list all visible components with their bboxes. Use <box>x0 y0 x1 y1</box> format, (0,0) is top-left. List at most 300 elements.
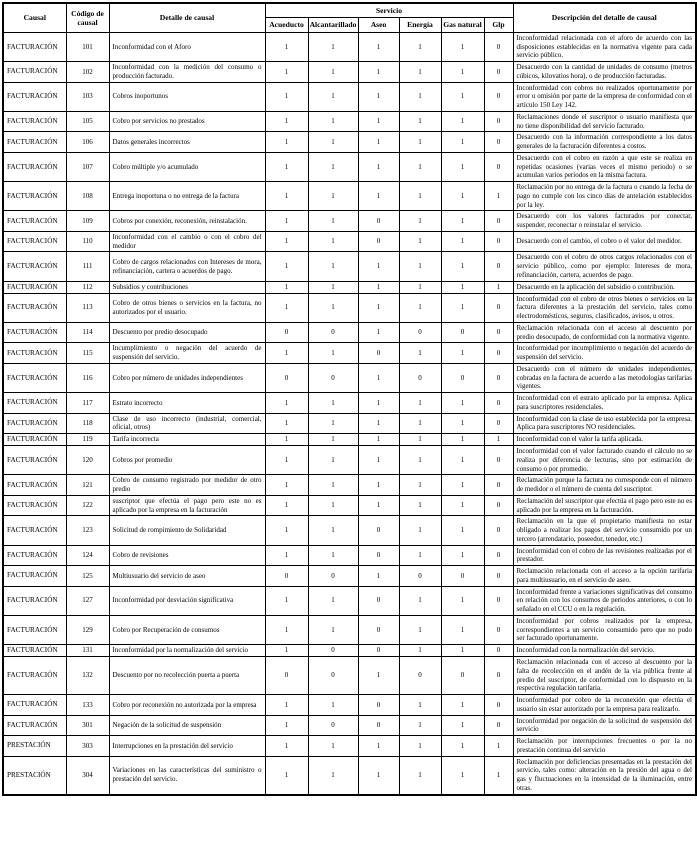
header-row-top <box>3 3 696 18</box>
servicio-value-cell: 1 <box>308 545 358 566</box>
servicio-value-cell: 0 <box>358 615 399 644</box>
causal-cell: FACTURACIÓN <box>3 211 66 232</box>
servicio-value-cell: 1 <box>399 715 441 736</box>
header-servicio: Servicio <box>265 3 513 18</box>
causal-cell: FACTURACIÓN <box>3 566 66 587</box>
header-glp: Glp <box>484 18 513 32</box>
servicio-value-cell: 0 <box>484 62 513 83</box>
servicio-value-cell: 1 <box>484 736 513 757</box>
codigo-cell: 105 <box>66 111 109 132</box>
causal-cell: FACTURACIÓN <box>3 363 66 392</box>
servicio-value-cell: 0 <box>265 322 308 343</box>
detalle-cell: Inconformidad con el cambio o con el cobro del medidor <box>109 231 265 252</box>
header-detalle: Detalle de causal <box>109 3 265 32</box>
servicio-value-cell: 1 <box>399 182 441 211</box>
table-row <box>3 566 696 587</box>
servicio-value-cell: 1 <box>265 413 308 434</box>
causal-cell: FACTURACIÓN <box>3 715 66 736</box>
servicio-value-cell: 1 <box>399 495 441 516</box>
servicio-value-cell: 1 <box>399 516 441 545</box>
detalle-cell: Incumplimiento o negación del acuerdo de suspensión del servicio. <box>109 343 265 364</box>
servicio-value-cell: 0 <box>484 645 513 657</box>
servicio-value-cell: 0 <box>441 566 484 587</box>
table-row <box>3 657 696 695</box>
servicio-value-cell: 0 <box>484 211 513 232</box>
descripcion-cell: Inconformidad con el cobro de otros bienes o servicios en la factura diferentes a la prestación del servicio, tales como electrodomésticos, seguros, clasificados, avisos, u otros. <box>513 293 696 322</box>
servicio-value-cell: 1 <box>399 111 441 132</box>
descripcion-cell: Desacuerdo con el cobro de otros cargos relacionados con el servicio público, como por ejemplo: Intereses de mora, refinanciación, cartera, acuerdos de pago. <box>513 252 696 281</box>
servicio-value-cell: 0 <box>441 363 484 392</box>
servicio-value-cell: 1 <box>484 434 513 446</box>
servicio-value-cell: 1 <box>265 736 308 757</box>
servicio-value-cell: 1 <box>441 434 484 446</box>
servicio-value-cell: 1 <box>265 516 308 545</box>
detalle-cell: Cobros por promedio <box>109 446 265 475</box>
servicio-value-cell: 1 <box>265 281 308 293</box>
servicio-value-cell: 1 <box>441 495 484 516</box>
servicio-value-cell: 0 <box>308 645 358 657</box>
servicio-value-cell: 1 <box>399 211 441 232</box>
descripcion-cell: Inconformidad frente a variaciones significativas del consumo en relación con los consumos de periodos anteriores, o con lo señalado en el CCU o en la regulación. <box>513 586 696 615</box>
codigo-cell: 114 <box>66 322 109 343</box>
codigo-cell: 120 <box>66 446 109 475</box>
servicio-value-cell: 1 <box>358 82 399 111</box>
causal-cell: PRESTACIÓN <box>3 756 66 795</box>
causal-cell: PRESTACIÓN <box>3 736 66 757</box>
servicio-value-cell: 1 <box>308 434 358 446</box>
servicio-value-cell: 1 <box>265 715 308 736</box>
servicio-value-cell: 1 <box>265 343 308 364</box>
causal-cell: FACTURACIÓN <box>3 413 66 434</box>
table-row <box>3 434 696 446</box>
servicio-value-cell: 1 <box>265 393 308 414</box>
servicio-value-cell: 1 <box>441 132 484 153</box>
servicio-value-cell: 1 <box>265 545 308 566</box>
codigo-cell: 122 <box>66 495 109 516</box>
servicio-value-cell: 0 <box>484 657 513 695</box>
codigo-cell: 108 <box>66 182 109 211</box>
causal-cell: FACTURACIÓN <box>3 657 66 695</box>
servicio-value-cell: 1 <box>358 62 399 83</box>
table-row <box>3 82 696 111</box>
servicio-value-cell: 0 <box>308 322 358 343</box>
servicio-value-cell: 0 <box>308 363 358 392</box>
servicio-value-cell: 1 <box>308 182 358 211</box>
servicio-value-cell: 0 <box>484 475 513 496</box>
table-row <box>3 252 696 281</box>
servicio-value-cell: 0 <box>484 152 513 181</box>
servicio-value-cell: 0 <box>484 446 513 475</box>
table-row <box>3 446 696 475</box>
servicio-value-cell: 1 <box>358 182 399 211</box>
detalle-cell: Solicitud de rompimiento de Solidaridad <box>109 516 265 545</box>
servicio-value-cell: 1 <box>399 62 441 83</box>
table-row <box>3 281 696 293</box>
servicio-value-cell: 0 <box>484 695 513 716</box>
table-row <box>3 475 696 496</box>
codigo-cell: 132 <box>66 657 109 695</box>
table-row <box>3 211 696 232</box>
servicio-value-cell: 0 <box>399 566 441 587</box>
servicio-value-cell: 1 <box>399 586 441 615</box>
descripcion-cell: Inconformidad por incumplimiento o negación del acuerdo de suspensión del servicio. <box>513 343 696 364</box>
servicio-value-cell: 0 <box>265 566 308 587</box>
servicio-value-cell: 0 <box>484 586 513 615</box>
codigo-cell: 107 <box>66 152 109 181</box>
codigo-cell: 106 <box>66 132 109 153</box>
servicio-value-cell: 1 <box>399 756 441 795</box>
descripcion-cell: Reclamación porque la factura no corresponde con el número de medidor o el número de cuenta del suscriptor. <box>513 475 696 496</box>
servicio-value-cell: 0 <box>484 252 513 281</box>
detalle-cell: Cobro de otros bienes o servicios en la factura, no autorizados por el usuario. <box>109 293 265 322</box>
descripcion-cell: Inconformidad por cobro de la reconexión que efectúa el usuario sin estar autorizado por la empresa para realizarlo. <box>513 695 696 716</box>
servicio-value-cell: 0 <box>441 322 484 343</box>
servicio-value-cell: 1 <box>441 182 484 211</box>
header-aseo: Aseo <box>358 18 399 32</box>
servicio-value-cell: 0 <box>358 231 399 252</box>
descripcion-cell: Inconformidad por cobros realizados por la empresa, correspondientes a un servicio consumido pero que no pudo ser facturado oportunamente. <box>513 615 696 644</box>
detalle-cell: Multiusuario del servicio de aseo <box>109 566 265 587</box>
servicio-value-cell: 1 <box>399 736 441 757</box>
servicio-value-cell: 1 <box>265 645 308 657</box>
servicio-value-cell: 1 <box>441 756 484 795</box>
table-row <box>3 413 696 434</box>
servicio-value-cell: 1 <box>399 231 441 252</box>
causal-cell: FACTURACIÓN <box>3 446 66 475</box>
table-row <box>3 586 696 615</box>
servicio-value-cell: 1 <box>399 82 441 111</box>
servicio-value-cell: 1 <box>441 293 484 322</box>
servicio-value-cell: 1 <box>265 586 308 615</box>
servicio-value-cell: 1 <box>399 545 441 566</box>
detalle-cell: Datos generales incorrectos <box>109 132 265 153</box>
codigo-cell: 118 <box>66 413 109 434</box>
table-row <box>3 343 696 364</box>
table-header <box>3 3 696 32</box>
servicio-value-cell: 1 <box>308 736 358 757</box>
servicio-value-cell: 1 <box>358 736 399 757</box>
servicio-value-cell: 1 <box>441 393 484 414</box>
servicio-value-cell: 1 <box>358 475 399 496</box>
causal-cell: FACTURACIÓN <box>3 475 66 496</box>
descripcion-cell: Desacuerdo con la cantidad de unidades de consumo (metros cúbicos, kilovatios hora), o de producción facturadas. <box>513 62 696 83</box>
causal-cell: FACTURACIÓN <box>3 393 66 414</box>
servicio-value-cell: 1 <box>358 132 399 153</box>
servicio-value-cell: 0 <box>358 343 399 364</box>
servicio-value-cell: 1 <box>441 62 484 83</box>
descripcion-cell: Reclamación por deficiencias presentadas en la prestación del servicio, tales como: alteración en la presión del agua o del gas y fluctuaciones en la intensidad de la iluminación, entre otras. <box>513 756 696 795</box>
servicio-value-cell: 1 <box>358 495 399 516</box>
servicio-value-cell: 1 <box>399 434 441 446</box>
detalle-cell: Cobro múltiple y/o acumulado <box>109 152 265 181</box>
servicio-value-cell: 0 <box>358 586 399 615</box>
causal-cell: FACTURACIÓN <box>3 132 66 153</box>
servicio-value-cell: 0 <box>358 695 399 716</box>
causal-cell: FACTURACIÓN <box>3 82 66 111</box>
servicio-value-cell: 0 <box>399 322 441 343</box>
servicio-value-cell: 1 <box>308 231 358 252</box>
detalle-cell: Inconformidad con el Aforo <box>109 32 265 61</box>
causal-cell: FACTURACIÓN <box>3 545 66 566</box>
servicio-value-cell: 0 <box>484 231 513 252</box>
detalle-cell: Cobro de cargos relacionados con Intereses de mora, refinanciación, cartera o acuerdos de pago. <box>109 252 265 281</box>
servicio-value-cell: 1 <box>358 657 399 695</box>
servicio-value-cell: 0 <box>358 211 399 232</box>
servicio-value-cell: 0 <box>308 715 358 736</box>
servicio-value-cell: 1 <box>399 393 441 414</box>
servicio-value-cell: 0 <box>484 132 513 153</box>
servicio-value-cell: 0 <box>308 657 358 695</box>
servicio-value-cell: 1 <box>441 231 484 252</box>
codigo-cell: 112 <box>66 281 109 293</box>
servicio-value-cell: 1 <box>399 413 441 434</box>
causal-cell: FACTURACIÓN <box>3 322 66 343</box>
servicio-value-cell: 0 <box>484 615 513 644</box>
causal-cell: FACTURACIÓN <box>3 32 66 61</box>
servicio-value-cell: 1 <box>399 152 441 181</box>
causal-cell: FACTURACIÓN <box>3 586 66 615</box>
detalle-cell: Inconformidad por desviación significativa <box>109 586 265 615</box>
servicio-value-cell: 0 <box>484 715 513 736</box>
servicio-value-cell: 1 <box>308 211 358 232</box>
servicio-value-cell: 1 <box>399 252 441 281</box>
servicio-value-cell: 0 <box>484 322 513 343</box>
servicio-value-cell: 1 <box>441 615 484 644</box>
servicio-value-cell: 1 <box>441 211 484 232</box>
header-descripcion: Descripción del detalle de causal <box>513 3 696 32</box>
table-row <box>3 231 696 252</box>
servicio-value-cell: 0 <box>358 715 399 736</box>
servicio-value-cell: 1 <box>399 32 441 61</box>
descripcion-cell: Desacuerdo con el número de unidades independientes, cobradas en la factura de acuerdo a las metodologías tarifarias vigentes. <box>513 363 696 392</box>
servicio-value-cell: 1 <box>308 516 358 545</box>
servicio-value-cell: 1 <box>399 475 441 496</box>
servicio-value-cell: 1 <box>358 111 399 132</box>
servicio-value-cell: 0 <box>484 32 513 61</box>
descripcion-cell: Inconformidad por negación de la solicitud de suspensión del servicio <box>513 715 696 736</box>
descripcion-cell: Desacuerdo en la aplicación del subsidio o contribución. <box>513 281 696 293</box>
table-row <box>3 62 696 83</box>
servicio-value-cell: 1 <box>358 756 399 795</box>
servicio-value-cell: 1 <box>308 393 358 414</box>
codigo-cell: 127 <box>66 586 109 615</box>
descripcion-cell: Reclamación por no entrega de la factura o cuando la fecha de pago no cumple con los cinco días de antelación establecidos por la ley. <box>513 182 696 211</box>
servicio-value-cell: 1 <box>265 756 308 795</box>
causal-cell: FACTURACIÓN <box>3 62 66 83</box>
table-row <box>3 516 696 545</box>
servicio-value-cell: 1 <box>399 446 441 475</box>
codigo-cell: 110 <box>66 231 109 252</box>
detalle-cell: Negación de la solicitud de suspensión <box>109 715 265 736</box>
causal-cell: FACTURACIÓN <box>3 111 66 132</box>
servicio-value-cell: 1 <box>265 615 308 644</box>
servicio-value-cell: 1 <box>441 645 484 657</box>
servicio-value-cell: 0 <box>484 413 513 434</box>
servicio-value-cell: 1 <box>265 446 308 475</box>
codigo-cell: 303 <box>66 736 109 757</box>
servicio-value-cell: 0 <box>484 363 513 392</box>
servicio-value-cell: 1 <box>308 495 358 516</box>
servicio-value-cell: 1 <box>308 475 358 496</box>
servicio-value-cell: 0 <box>265 657 308 695</box>
table-row <box>3 645 696 657</box>
codigo-cell: 125 <box>66 566 109 587</box>
servicio-value-cell: 1 <box>308 615 358 644</box>
causal-cell: FACTURACIÓN <box>3 615 66 644</box>
codigo-cell: 115 <box>66 343 109 364</box>
servicio-value-cell: 1 <box>441 736 484 757</box>
servicio-value-cell: 1 <box>265 211 308 232</box>
table-row <box>3 363 696 392</box>
servicio-value-cell: 1 <box>265 231 308 252</box>
table-row <box>3 756 696 795</box>
servicio-value-cell: 1 <box>358 252 399 281</box>
servicio-value-cell: 1 <box>265 111 308 132</box>
detalle-cell: Subsidios y contribuciones <box>109 281 265 293</box>
servicio-value-cell: 1 <box>358 413 399 434</box>
header-gas-natural: Gas natural <box>441 18 484 32</box>
servicio-value-cell: 1 <box>399 615 441 644</box>
servicio-value-cell: 1 <box>441 413 484 434</box>
servicio-value-cell: 1 <box>441 695 484 716</box>
servicio-value-cell: 1 <box>308 62 358 83</box>
detalle-cell: Interrupciones en la prestación del servicio <box>109 736 265 757</box>
servicio-value-cell: 1 <box>308 32 358 61</box>
servicio-value-cell: 1 <box>358 322 399 343</box>
detalle-cell: Descuento por predio desocupado <box>109 322 265 343</box>
causal-table <box>2 2 697 796</box>
descripcion-cell: Inconformidad con el estrato aplicado por la empresa. Aplica para suscriptores residenciales. <box>513 393 696 414</box>
table-row <box>3 322 696 343</box>
servicio-value-cell: 1 <box>308 293 358 322</box>
servicio-value-cell: 1 <box>399 645 441 657</box>
codigo-cell: 123 <box>66 516 109 545</box>
servicio-value-cell: 1 <box>441 82 484 111</box>
servicio-value-cell: 1 <box>358 566 399 587</box>
servicio-value-cell: 0 <box>484 566 513 587</box>
servicio-value-cell: 1 <box>399 695 441 716</box>
servicio-value-cell: 1 <box>358 434 399 446</box>
servicio-value-cell: 1 <box>265 293 308 322</box>
servicio-value-cell: 1 <box>308 252 358 281</box>
servicio-value-cell: 1 <box>308 281 358 293</box>
servicio-value-cell: 1 <box>308 343 358 364</box>
servicio-value-cell: 1 <box>358 152 399 181</box>
table-row <box>3 545 696 566</box>
servicio-value-cell: 0 <box>265 363 308 392</box>
table-row <box>3 132 696 153</box>
codigo-cell: 116 <box>66 363 109 392</box>
table-row <box>3 32 696 61</box>
servicio-value-cell: 0 <box>358 645 399 657</box>
table-body <box>3 32 696 794</box>
causal-cell: FACTURACIÓN <box>3 434 66 446</box>
servicio-value-cell: 1 <box>441 715 484 736</box>
servicio-value-cell: 1 <box>441 545 484 566</box>
table-row <box>3 293 696 322</box>
causal-cell: FACTURACIÓN <box>3 645 66 657</box>
servicio-value-cell: 1 <box>358 281 399 293</box>
detalle-cell: Cobro por servicios no prestados <box>109 111 265 132</box>
servicio-value-cell: 1 <box>441 475 484 496</box>
codigo-cell: 101 <box>66 32 109 61</box>
causal-cell: FACTURACIÓN <box>3 695 66 716</box>
header-causal: Causal <box>3 3 66 32</box>
codigo-cell: 129 <box>66 615 109 644</box>
detalle-cell: Cobros por conexión, reconexión, reinstalación. <box>109 211 265 232</box>
servicio-value-cell: 1 <box>441 252 484 281</box>
servicio-value-cell: 1 <box>441 516 484 545</box>
header-acueducto: Acueducto <box>265 18 308 32</box>
servicio-value-cell: 1 <box>265 434 308 446</box>
servicio-value-cell: 1 <box>399 281 441 293</box>
table-row <box>3 695 696 716</box>
servicio-value-cell: 0 <box>484 111 513 132</box>
detalle-cell: Cobro por Recuperación de consumos <box>109 615 265 644</box>
servicio-value-cell: 1 <box>441 32 484 61</box>
descripcion-cell: Inconformidad relacionada con el aforo de acuerdo con las disposiciones establecidas en la normativa vigente para cada servicio público. <box>513 32 696 61</box>
servicio-value-cell: 1 <box>308 413 358 434</box>
codigo-cell: 121 <box>66 475 109 496</box>
codigo-cell: 131 <box>66 645 109 657</box>
detalle-cell: suscriptor que efectúa el pago pero este no es aplicado por la empresa en la facturación <box>109 495 265 516</box>
causal-cell: FACTURACIÓN <box>3 252 66 281</box>
descripcion-cell: Reclamación del suscriptor que efectúa el pago pero este no es aplicado por la empresa en la facturación. <box>513 495 696 516</box>
table-row <box>3 152 696 181</box>
descripcion-cell: Desacuerdo con los valores facturados por conectar, suspender, reconectar o reinstalar el servicio. <box>513 211 696 232</box>
servicio-value-cell: 0 <box>484 545 513 566</box>
descripcion-cell: Reclamación relacionada con el acceso a la opción tarifaria para multiusuario, en el servicio de aseo. <box>513 566 696 587</box>
descripcion-cell: Inconformidad con cobros no realizados oportunamente por error u omisión por parte de la empresa de conformidad con el artículo 150 Ley 142. <box>513 82 696 111</box>
detalle-cell: Clase de uso incorrecto (industrial, comercial, oficial, otros) <box>109 413 265 434</box>
servicio-value-cell: 1 <box>308 82 358 111</box>
servicio-value-cell: 1 <box>484 756 513 795</box>
servicio-value-cell: 1 <box>441 281 484 293</box>
detalle-cell: Cobro por número de unidades independientes <box>109 363 265 392</box>
codigo-cell: 124 <box>66 545 109 566</box>
servicio-value-cell: 1 <box>265 62 308 83</box>
servicio-value-cell: 1 <box>399 343 441 364</box>
servicio-value-cell: 0 <box>358 545 399 566</box>
causal-cell: FACTURACIÓN <box>3 343 66 364</box>
descripcion-cell: Inconformidad con la normalización del servicio. <box>513 645 696 657</box>
codigo-cell: 102 <box>66 62 109 83</box>
table-row <box>3 715 696 736</box>
causal-cell: FACTURACIÓN <box>3 231 66 252</box>
descripcion-cell: Inconformidad con el valor facturado cuando el cálculo no se realiza por diferencia de lecturas, sino por estimación de consumo o por promedio. <box>513 446 696 475</box>
servicio-value-cell: 1 <box>265 495 308 516</box>
table-row <box>3 495 696 516</box>
causal-cell: FACTURACIÓN <box>3 495 66 516</box>
descripcion-cell: Inconformidad con el cobro de las revisiones realizadas por el prestador. <box>513 545 696 566</box>
servicio-value-cell: 1 <box>308 111 358 132</box>
descripcion-cell: Reclamación por interrupciones frecuentes o por la no prestación continua del servicio <box>513 736 696 757</box>
servicio-value-cell: 0 <box>484 343 513 364</box>
servicio-value-cell: 1 <box>358 446 399 475</box>
detalle-cell: Cobro por reconexión no autorizada por la empresa <box>109 695 265 716</box>
servicio-value-cell: 1 <box>484 281 513 293</box>
descripcion-cell: Inconformidad con la clase de uso establecida por la empresa. Aplica para suscriptores NO residenciales. <box>513 413 696 434</box>
descripcion-cell: Reclamación relacionada con el acceso al descuento por la falta de recolección en el andén de la vía pública frente al predio del suscriptor, de conformidad con lo dispuesto en la respectiva regulación tarifaria. <box>513 657 696 695</box>
codigo-cell: 111 <box>66 252 109 281</box>
servicio-value-cell: 1 <box>265 152 308 181</box>
table-row <box>3 393 696 414</box>
header-codigo: Código de causal <box>66 3 109 32</box>
detalle-cell: Estrato incorrecto <box>109 393 265 414</box>
detalle-cell: Tarifa incorrecta <box>109 434 265 446</box>
servicio-value-cell: 0 <box>484 495 513 516</box>
servicio-value-cell: 0 <box>484 393 513 414</box>
